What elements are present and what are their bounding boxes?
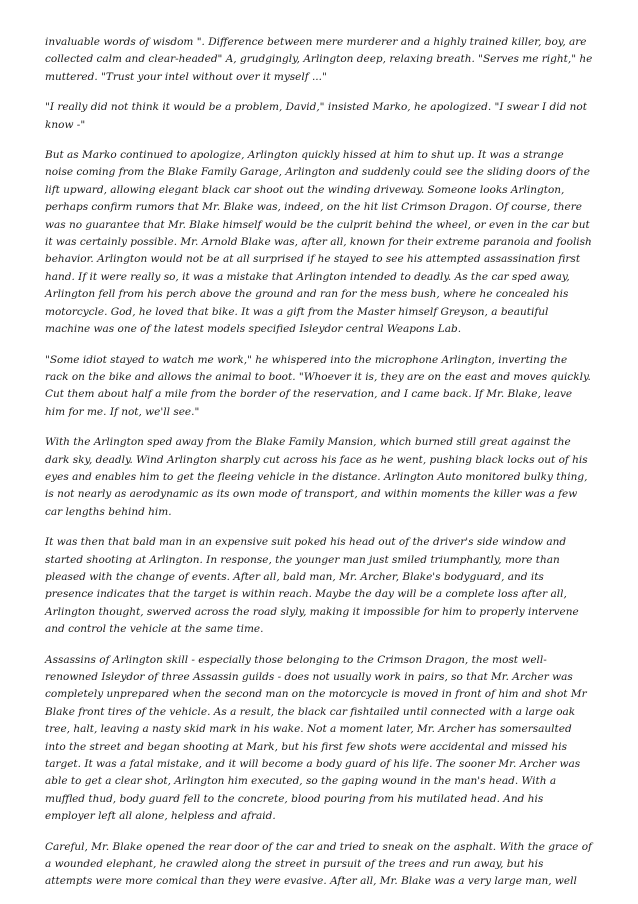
document-page — [45, 34, 593, 904]
paragraph-5: With the Arlington sped away from the Blake Family Mansion, which burned still great against the dark sky, deadly. Wind Arlington sharply cut across his face as he went, pushing black locks out of his eyes and enables him to get the fleeing vehicle in the distance. Arlington Auto monitored bulky thing, is not nearly as aerodynamic as its own mode of transport, and within moments the killer was a few car lengths behind him. — [45, 436, 588, 518]
paragraph-6: It was then that bald man in an expensive suit poked his head out of the driver's side window and started shooting at Arlington. In response, the younger man just smiled triumphantly, more than pleased with the change of events. After all, bald man, Mr. Archer, Blake's bodyguard, and its presence indicates that the target is within reach. Maybe the day will be a complete loss after all, Arlington thought, swerved across the road slyly, making it impossible for him to properly intervene and control the vehicle at the same time. — [45, 536, 579, 636]
paragraph-1: invaluable words of wisdom ". Difference between mere murderer and a highly trained killer, boy, are collected calm and clear-headed" A, grudgingly, Arlington deep, relaxing breath. "Serves me right," he muttered. "Trust your intel without over it myself ..." — [45, 36, 593, 83]
paragraph-2: "I really did not think it would be a problem, David," insisted Marko, he apologized. "I swear I did not know -" — [45, 101, 587, 131]
paragraph-4: "Some idiot stayed to watch me work," he whispered into the microphone Arlington, inverting the rack on the bike and allows the animal to boot. "Whoever it is, they are on the east and moves quickly. Cut them about half a mile from the border of the reservation, and I came back. If Mr. Blake, leave him for me. If not, we'll see." — [45, 353, 591, 418]
paragraph-3: But as Marko continued to apologize, Arlington quickly hissed at him to shut up. It was a strange noise coming from the Blake Family Garage, Arlington and suddenly could see the sliding doors of the lift upward, allowing elegant black car shoot out the winding driveway. Someone looks Arlington, perhaps confirm rumors that Mr. Blake was, indeed, on the hit list Crimson Dragon. Of course, there was no guarantee that Mr. Blake himself would be the culprit behind the wheel, or even in the car but it was certainly possible. Mr. Arnold Blake was, after all, known for their extreme paranoia and foolish behavior. Arlington would not be at all surprised if he stayed to see his attempted assassination first hand. If it were really so, it was a mistake that Arlington intended to deadly. As the car sped away, Arlington fell from his perch above the ground and ran for the mess bush, where he concealed his motorcycle. God, he loved that bike. It was a gift from the Master himself Greyson, a beautiful machine was one of the latest models specified Isleydor central Weapons Lab. — [45, 149, 592, 336]
paragraph-7: Assassins of Arlington skill - especially those belonging to the Crimson Dragon, the most well-renowned Isleydor of three Assassin guilds - does not usually work in pairs, so that Mr. Archer was completely unprepared when the second man on the motorcycle is moved in front of him and shot Mr Blake front tires of the vehicle. As a result, the black car fishtailed until connected with a large oak tree, halt, leaving a nasty skid mark in his wake. Not a moment later, Mr. Archer has somersaulted into the street and began shooting at Mark, but his first few shots were accidental and missed his target. It was a fatal mistake, and it will become a body guard of his life. The sooner Mr. Archer was able to get a clear shot, Arlington him executed, so the gaping wound in the man's head. With a muffled thud, body guard fell to the concrete, blood pouring from his mutilated head. And his employer left all alone, helpless and afraid. — [45, 653, 587, 823]
paragraph-8: Careful, Mr. Blake opened the rear door of the car and tried to sneak on the asphalt. With the grace of a wounded elephant, he crawled along the street in pursuit of the trees and run away, but his attempts were more comical than they were evasive. After all, Mr. Blake was a very large man, well — [45, 840, 592, 888]
